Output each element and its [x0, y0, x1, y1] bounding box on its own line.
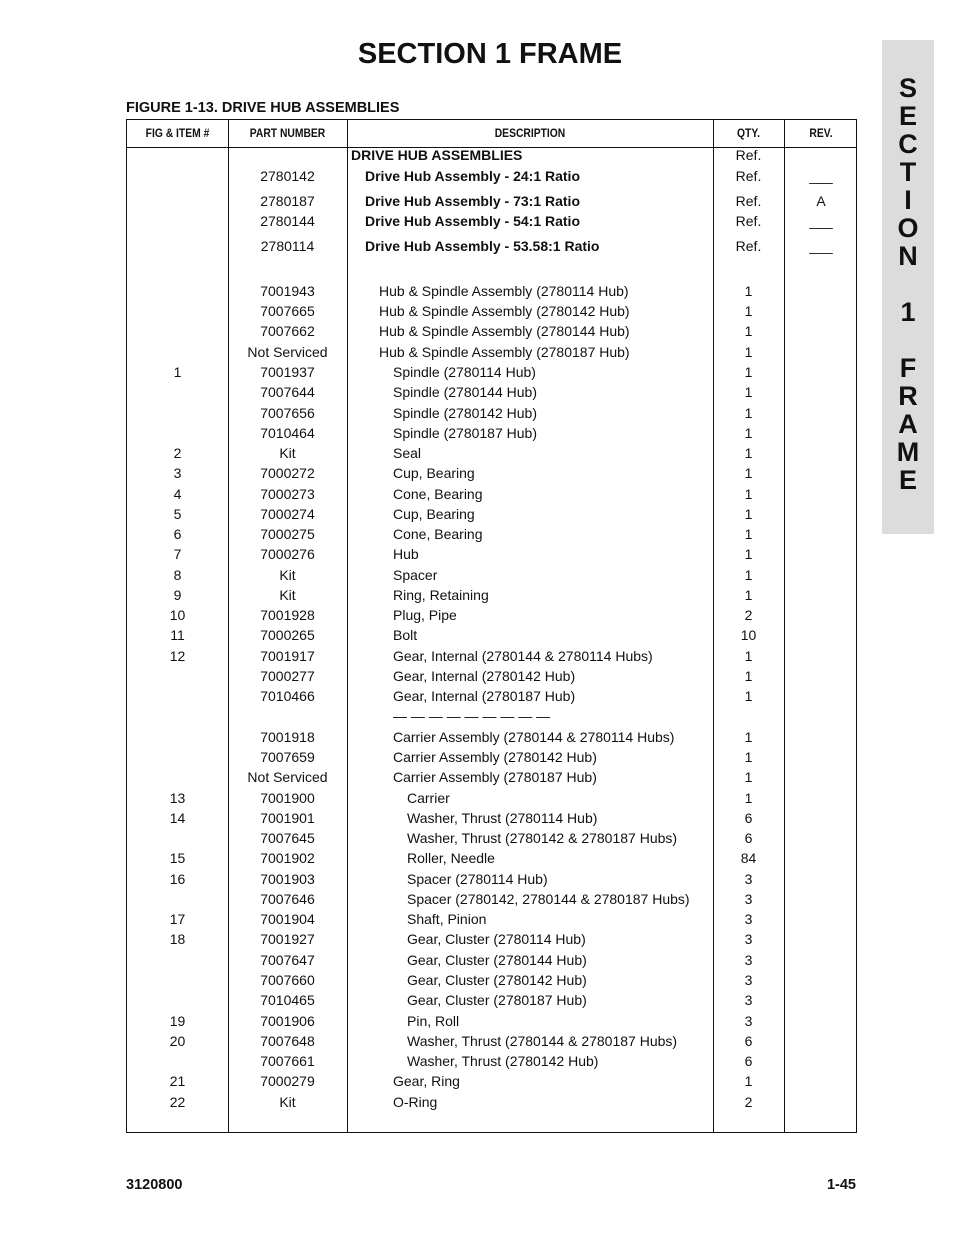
part-number-cell: 7010465 — [260, 992, 315, 1008]
table-row — [127, 423, 858, 443]
table-row — [127, 605, 858, 625]
item-number-cell: 7 — [173, 546, 182, 562]
quantity-cell: Ref. — [735, 193, 762, 209]
quantity-cell: 1 — [744, 546, 753, 562]
table-row — [127, 625, 858, 645]
table-row — [127, 236, 858, 256]
part-number-cell: 7001928 — [260, 607, 315, 623]
part-number-cell: 2780187 — [260, 193, 315, 209]
part-number-cell: 2780114 — [260, 238, 315, 254]
item-number-cell: 12 — [169, 648, 186, 664]
description-cell: Spacer (2780114 Hub) — [407, 871, 548, 887]
description-cell: Washer, Thrust (2780142 & 2780187 Hubs) — [407, 830, 678, 846]
quantity-cell: 3 — [744, 972, 753, 988]
part-number-cell: Kit — [279, 587, 296, 603]
description-cell: O-Ring — [393, 1094, 438, 1110]
section-tab-letter: A — [898, 409, 918, 439]
quantity-cell: 10 — [740, 627, 757, 643]
description-cell: Gear, Internal (2780144 & 2780114 Hubs) — [393, 648, 653, 664]
table-row — [127, 869, 858, 889]
description-cell: Shaft, Pinion — [407, 911, 487, 927]
item-number-cell: 10 — [169, 607, 186, 623]
description-cell: Spindle (2780142 Hub) — [393, 405, 537, 421]
description-cell: Hub & Spindle Assembly (2780187 Hub) — [379, 344, 630, 360]
quantity-cell: 1 — [744, 688, 753, 704]
table-row — [127, 1071, 858, 1091]
description-cell: Hub & Spindle Assembly (2780144 Hub) — [379, 323, 630, 339]
quantity-cell: 1 — [744, 486, 753, 502]
item-number-cell: 5 — [173, 506, 182, 522]
description-cell: Hub — [393, 546, 419, 562]
quantity-cell: 1 — [744, 384, 753, 400]
column-header-rev: REV. — [809, 126, 833, 140]
item-number-cell: 15 — [169, 850, 186, 866]
quantity-cell: 1 — [744, 1073, 753, 1089]
part-number-cell: 7007662 — [260, 323, 315, 339]
table-row — [127, 828, 858, 848]
figure-title: FIGURE 1-13. DRIVE HUB ASSEMBLIES — [126, 100, 400, 116]
description-cell: Carrier Assembly (2780142 Hub) — [393, 749, 597, 765]
quantity-cell: 6 — [744, 1033, 753, 1049]
quantity-cell: 1 — [744, 323, 753, 339]
description-cell: Gear, Internal (2780142 Hub) — [393, 668, 576, 684]
table-row — [127, 382, 858, 402]
table-row — [127, 767, 858, 787]
table-row — [127, 1092, 858, 1112]
table-row — [127, 747, 858, 767]
quantity-cell: 6 — [744, 830, 753, 846]
description-cell: Hub & Spindle Assembly (2780114 Hub) — [379, 283, 629, 299]
quantity-cell: 1 — [744, 344, 753, 360]
part-number-cell: 7000279 — [260, 1073, 315, 1089]
table-row — [127, 929, 858, 949]
part-number-cell: 7001943 — [260, 283, 315, 299]
description-cell: Drive Hub Assembly - 24:1 Ratio — [365, 168, 580, 184]
description-cell: Bolt — [393, 627, 418, 643]
quantity-cell: 6 — [744, 810, 753, 826]
table-row — [127, 1031, 858, 1051]
description-cell: Gear, Internal (2780187 Hub) — [393, 688, 576, 704]
part-number-cell: 7007646 — [260, 891, 315, 907]
table-row — [127, 463, 858, 483]
quantity-cell: 1 — [744, 445, 753, 461]
quantity-cell: 1 — [744, 769, 753, 785]
quantity-cell: Ref. — [735, 168, 762, 184]
quantity-cell: 1 — [744, 506, 753, 522]
quantity-cell: 1 — [744, 668, 753, 684]
quantity-cell: 3 — [744, 871, 753, 887]
revision-cell: ___ — [809, 168, 833, 184]
table-row — [127, 281, 858, 301]
quantity-cell: 1 — [744, 283, 753, 299]
part-number-cell: 2780144 — [260, 213, 315, 229]
item-number-cell: 1 — [173, 364, 182, 380]
part-number-cell: 7001917 — [260, 648, 315, 664]
part-number-cell: 7001927 — [260, 931, 315, 947]
item-number-cell: 9 — [173, 587, 182, 603]
description-cell: Washer, Thrust (2780144 & 2780187 Hubs) — [407, 1033, 678, 1049]
item-number-cell: 13 — [169, 790, 186, 806]
quantity-cell: 1 — [744, 364, 753, 380]
table-row — [127, 211, 858, 231]
description-cell: Gear, Cluster (2780114 Hub) — [407, 931, 586, 947]
part-number-cell: Kit — [279, 1094, 296, 1110]
description-cell: Spindle (2780114 Hub) — [393, 364, 536, 380]
description-cell: Washer, Thrust (2780142 Hub) — [407, 1053, 599, 1069]
description-cell: Gear, Cluster (2780187 Hub) — [407, 992, 587, 1008]
quantity-cell: 1 — [744, 648, 753, 664]
part-number-cell: 7007656 — [260, 405, 315, 421]
part-number-cell: 7007660 — [260, 972, 315, 988]
description-cell: Drive Hub Assembly - 73:1 Ratio — [365, 193, 580, 209]
item-number-cell: 3 — [173, 465, 182, 481]
quantity-cell: 2 — [744, 607, 753, 623]
quantity-cell: 3 — [744, 911, 753, 927]
quantity-cell: Ref. — [735, 147, 762, 163]
part-number-cell: Not Serviced — [247, 344, 328, 360]
description-cell: Spacer — [393, 567, 438, 583]
column-header-description: DESCRIPTION — [494, 126, 566, 140]
section-tab-letter: M — [896, 437, 920, 467]
item-number-cell: 6 — [173, 526, 182, 542]
part-number-cell: 7000277 — [260, 668, 315, 684]
table-row — [127, 646, 858, 666]
table-row — [127, 1051, 858, 1071]
description-cell: Carrier — [407, 790, 450, 806]
section-tab — [882, 40, 934, 534]
description-cell: Drive Hub Assembly - 54:1 Ratio — [365, 213, 580, 229]
part-number-cell: 7007648 — [260, 1033, 315, 1049]
quantity-cell: 6 — [744, 1053, 753, 1069]
section-tab-letter: E — [898, 465, 917, 495]
page-number: 1-45 — [826, 1177, 856, 1193]
description-cell: Carrier Assembly (2780144 & 2780114 Hubs) — [393, 729, 675, 745]
part-number-cell: 7007665 — [260, 303, 315, 319]
quantity-cell: 2 — [744, 1094, 753, 1110]
table-row — [127, 443, 858, 463]
quantity-cell: 84 — [740, 850, 757, 866]
part-number-cell: 7010464 — [260, 425, 315, 441]
table-row — [127, 191, 858, 211]
quantity-cell: 1 — [744, 587, 753, 603]
quantity-cell: 1 — [744, 567, 753, 583]
document-number: 3120800 — [126, 1177, 183, 1193]
description-cell: Roller, Needle — [407, 850, 495, 866]
column-header-qty: QTY. — [737, 126, 760, 140]
table-row — [127, 706, 858, 726]
part-number-cell: 7000276 — [260, 546, 315, 562]
quantity-cell: 1 — [744, 729, 753, 745]
item-number-cell: 19 — [169, 1013, 186, 1029]
description-cell: Ring, Retaining — [393, 587, 489, 603]
table-row — [127, 990, 858, 1010]
revision-cell: ___ — [809, 238, 833, 254]
quantity-cell: 3 — [744, 992, 753, 1008]
part-number-cell: 7007647 — [260, 952, 315, 968]
table-row — [127, 484, 858, 504]
description-cell: Gear, Cluster (2780144 Hub) — [407, 952, 587, 968]
part-number-cell: 7001918 — [260, 729, 315, 745]
description-cell: Drive Hub Assembly - 53.58:1 Ratio — [365, 238, 600, 254]
parts-table — [126, 119, 857, 1133]
description-cell: Cone, Bearing — [393, 526, 483, 542]
quantity-cell: 1 — [744, 425, 753, 441]
part-number-cell: Not Serviced — [247, 769, 328, 785]
table-row — [127, 504, 858, 524]
section-tab-letter: S — [898, 73, 917, 103]
table-row — [127, 686, 858, 706]
item-number-cell: 20 — [169, 1033, 186, 1049]
quantity-cell: 3 — [744, 931, 753, 947]
column-header-part: PART NUMBER — [249, 126, 326, 140]
description-cell: Gear, Cluster (2780142 Hub) — [407, 972, 587, 988]
part-number-cell: 7001901 — [260, 810, 315, 826]
table-row — [127, 889, 858, 909]
part-number-cell: 7000272 — [260, 465, 315, 481]
part-number-cell: 2780142 — [260, 168, 315, 184]
quantity-cell: 3 — [744, 891, 753, 907]
item-number-cell: 14 — [169, 810, 186, 826]
section-tab-letter: N — [898, 241, 918, 271]
quantity-cell: 3 — [744, 952, 753, 968]
table-row — [127, 362, 858, 382]
item-number-cell: 17 — [169, 911, 186, 927]
table-row — [127, 585, 858, 605]
section-tab-letter: O — [897, 213, 919, 243]
part-number-cell: 7001904 — [260, 911, 315, 927]
table-row — [127, 727, 858, 747]
item-number-cell: 18 — [169, 931, 186, 947]
quantity-cell: 1 — [744, 405, 753, 421]
revision-cell: A — [816, 193, 826, 209]
section-tab-letter — [882, 270, 934, 298]
table-row — [127, 524, 858, 544]
part-number-cell: 7001903 — [260, 871, 315, 887]
revision-cell: ___ — [809, 213, 833, 229]
section-tab-letter: C — [898, 129, 918, 159]
part-number-cell: 7001900 — [260, 790, 315, 806]
quantity-cell: 3 — [744, 1013, 753, 1029]
page-title: SECTION 1 FRAME — [357, 38, 623, 70]
table-row — [127, 666, 858, 686]
description-cell: Spacer (2780142, 2780144 & 2780187 Hubs) — [407, 891, 690, 907]
table-row — [127, 565, 858, 585]
table-row — [127, 145, 858, 165]
quantity-cell: Ref. — [735, 238, 762, 254]
item-number-cell: 22 — [169, 1094, 186, 1110]
section-tab-letter: F — [899, 353, 917, 383]
part-number-cell: 7007644 — [260, 384, 315, 400]
part-number-cell: Kit — [279, 567, 296, 583]
table-row — [127, 342, 858, 362]
part-number-cell: 7001937 — [260, 364, 315, 380]
section-tab-letter — [882, 326, 934, 354]
description-cell: Carrier Assembly (2780187 Hub) — [393, 769, 597, 785]
description-cell: Pin, Roll — [407, 1013, 460, 1029]
table-row — [127, 808, 858, 828]
section-tab-letter: 1 — [900, 297, 916, 327]
section-tab-letter: I — [904, 185, 912, 215]
part-number-cell: 7000265 — [260, 627, 315, 643]
item-number-cell: 2 — [173, 445, 182, 461]
part-number-cell: 7001902 — [260, 850, 315, 866]
description-cell: — — — — — — — — — — [393, 708, 551, 724]
item-number-cell: 21 — [169, 1073, 186, 1089]
part-number-cell: 7000273 — [260, 486, 315, 502]
section-tab-letter: R — [898, 381, 918, 411]
table-row — [127, 788, 858, 808]
part-number-cell: 7000275 — [260, 526, 315, 542]
description-cell: DRIVE HUB ASSEMBLIES — [351, 147, 523, 163]
description-cell: Washer, Thrust (2780114 Hub) — [407, 810, 598, 826]
column-header-item: FIG & ITEM # — [145, 126, 210, 140]
section-tab-letter: E — [898, 101, 917, 131]
item-number-cell: 16 — [169, 871, 186, 887]
part-number-cell: 7001906 — [260, 1013, 315, 1029]
description-cell: Cup, Bearing — [393, 465, 475, 481]
quantity-cell: 1 — [744, 526, 753, 542]
description-cell: Seal — [393, 445, 422, 461]
description-cell: Hub & Spindle Assembly (2780142 Hub) — [379, 303, 630, 319]
table-row — [127, 1011, 858, 1031]
description-cell: Cone, Bearing — [393, 486, 483, 502]
table-row — [127, 950, 858, 970]
part-number-cell: 7007659 — [260, 749, 315, 765]
description-cell: Spindle (2780187 Hub) — [393, 425, 537, 441]
quantity-cell: 1 — [744, 749, 753, 765]
quantity-cell: 1 — [744, 303, 753, 319]
table-row — [127, 301, 858, 321]
table-row — [127, 909, 858, 929]
part-number-cell: 7007661 — [260, 1053, 315, 1069]
description-cell: Gear, Ring — [393, 1073, 460, 1089]
item-number-cell: 11 — [170, 627, 185, 643]
table-row — [127, 544, 858, 564]
description-cell: Spindle (2780144 Hub) — [393, 384, 537, 400]
section-tab-letter: T — [899, 157, 917, 187]
table-row — [127, 848, 858, 868]
description-cell: Plug, Pipe — [393, 607, 457, 623]
table-row — [127, 166, 858, 186]
part-number-cell: 7010466 — [260, 688, 315, 704]
item-number-cell: 8 — [173, 567, 182, 583]
quantity-cell: Ref. — [735, 213, 762, 229]
part-number-cell: Kit — [279, 445, 296, 461]
section-tab-letters — [882, 74, 934, 494]
part-number-cell: 7007645 — [260, 830, 315, 846]
item-number-cell: 4 — [173, 486, 182, 502]
quantity-cell: 1 — [744, 465, 753, 481]
quantity-cell: 1 — [744, 790, 753, 806]
table-row — [127, 970, 858, 990]
description-cell: Cup, Bearing — [393, 506, 475, 522]
table-row — [127, 403, 858, 423]
table-row — [127, 321, 858, 341]
part-number-cell: 7000274 — [260, 506, 315, 522]
